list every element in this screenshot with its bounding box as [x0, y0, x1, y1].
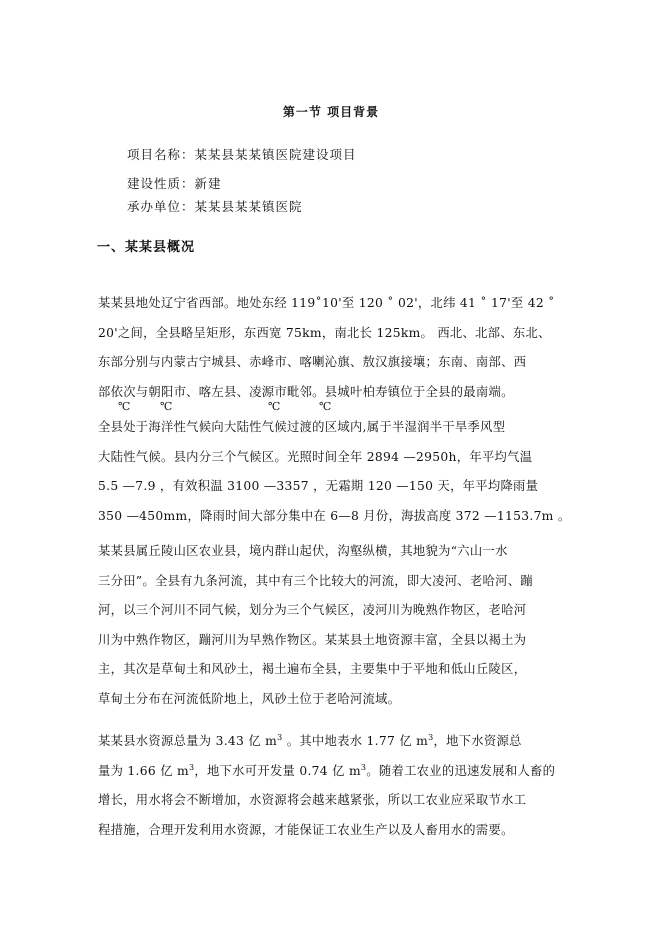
overview-heading: 一、某某县概况: [97, 240, 196, 255]
project-name-label: 项目名称：: [127, 147, 195, 162]
project-nature-label: 建设性质：: [127, 176, 195, 191]
groundwater-amount-text: 量为 1.66 亿 m: [98, 763, 189, 778]
cubic-superscript: 3: [360, 762, 367, 772]
paragraph-line: 5.5 —7.9 ，有效积温 3100 —3357 ，无霜期 120 —150 天，年平均降雨量: [98, 479, 539, 494]
paragraph-line: 三分田”。全县有九条河流，其中有三个比较大的河流，即大凌河、老哈河、蹦: [98, 573, 533, 588]
cubic-superscript: 3: [277, 733, 283, 742]
paragraph-water: [98, 727, 566, 845]
celsius-unit: ℃: [268, 400, 281, 413]
paragraph-line: 增长，用水将会不断增加，水资源将会越来越紧张，所以工农业应采取节水工: [98, 793, 527, 808]
organizer-label: 承办单位：: [127, 199, 195, 214]
paragraph-line: 主，其次是草甸土和风砂土，褐土遍布全县，主要集中于平地和低山丘陵区，: [98, 662, 527, 677]
paragraph-line: 川为中熟作物区，蹦河川为早熟作物区。某某县土地资源丰富，全县以褐土为: [98, 632, 527, 647]
organizer-value: 某某县某某镇医院: [194, 199, 303, 214]
celsius-unit: ℃: [118, 400, 131, 413]
paragraph-line: 大陆性气候。县内分三个气候区。光照时间全年 2894 —2950h，年平均气温: [98, 449, 533, 464]
development-text: 。随着工农业的迅速发展和人畜的: [366, 763, 556, 778]
water-total-text: 某某县水资源总量为 3.43 亿 m: [98, 734, 278, 748]
surface-water-text: 。其中地表水 1.77 亿 m: [282, 734, 429, 748]
project-nature-value: 新建: [194, 176, 222, 191]
project-nature-line: [127, 174, 222, 192]
section-title: 第一节 项目背景: [282, 105, 380, 119]
project-name-value: 某某县某某镇医院建设项目: [194, 147, 357, 162]
paragraph-line: 某某县属丘陵山区农业县，境内群山起伏，沟壑纵横，其地貌为“六山一水: [98, 544, 508, 558]
paragraph-location: [98, 289, 566, 407]
paragraph-line: [98, 727, 566, 757]
paragraph-climate: [98, 413, 571, 531]
paragraph-line: 20'之间，全县略呈矩形，东西宽 75km，南北长 125km。 西北、北部、东北、: [98, 325, 551, 340]
project-name-line: [127, 145, 357, 163]
groundwater-text: ，地下水资源总: [433, 734, 522, 748]
paragraph-line: 某某县地处辽宁省西部。地处东经 119˚10'至 120 ˚ 02'，北纬 41 ˚ 17'至 42 ˚: [98, 296, 555, 310]
paragraph-line: 东部分别与内蒙古宁城县、赤峰市、喀喇沁旗、敖汉旗接壤；东南、南部、西: [98, 355, 527, 370]
paragraph-line: 350 —450mm，降雨时间大部分集中在 6—8 月份，海拔高度 372 —1153.7m 。: [98, 508, 571, 523]
organizer-line: [127, 197, 303, 215]
celsius-unit: ℃: [160, 400, 173, 413]
paragraph-line: 草甸土分布在河流低阶地上，风砂土位于老哈河流域。: [98, 691, 401, 706]
celsius-unit: ℃: [319, 400, 332, 413]
paragraph-line: [98, 757, 566, 787]
exploitable-text: ，地下水可开发量 0.74 亿 m: [194, 763, 361, 778]
paragraph-line: 河，以三个河川不同气候，划分为三个气候区，凌河川为晚熟作物区，老哈河: [98, 603, 527, 618]
paragraph-line: 程措施，合理开发利用水资源，才能保证工农业生产以及人畜用水的需要。: [98, 822, 514, 837]
cubic-superscript: 3: [428, 733, 434, 742]
paragraph-line: 全县处于海洋性气候向大陆性气候过渡的区域内,属于半湿润半干旱季风型: [98, 420, 506, 434]
cubic-superscript: 3: [188, 762, 195, 772]
paragraph-line: 部依次与朝阳市、喀左县、凌源市毗邻。县城叶柏寿镇位于全县的最南端。: [98, 384, 514, 399]
paragraph-terrain: [98, 537, 566, 715]
